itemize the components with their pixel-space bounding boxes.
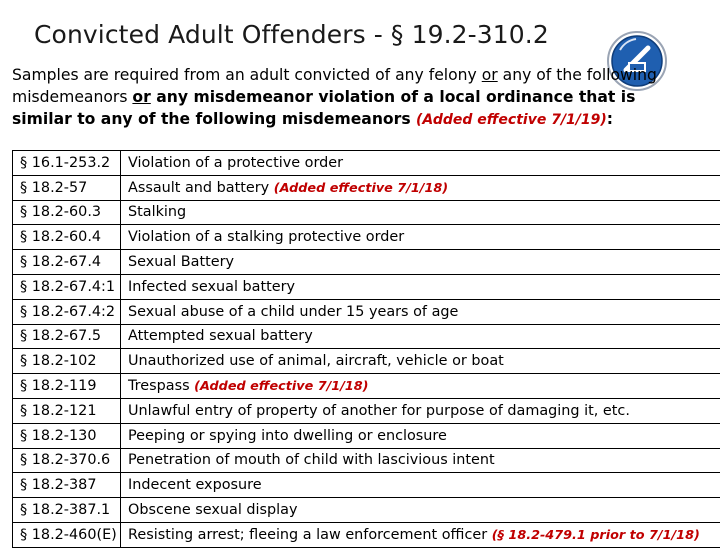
statute-code: § 18.2-57 [13, 175, 121, 200]
offense-description [121, 349, 720, 374]
intro-colon: : [607, 110, 613, 128]
offense-text: Infected sexual battery [128, 279, 295, 295]
statute-code: § 18.2-60.4 [13, 225, 121, 250]
offense-text: Indecent exposure [128, 477, 262, 493]
table-row [13, 175, 720, 200]
table-row [13, 299, 720, 324]
intro-text-1: Samples are required from an adult convicted of any felony [12, 66, 482, 84]
offense-description [121, 398, 720, 423]
table-row [13, 522, 720, 547]
offense-description [121, 324, 720, 349]
table-row [13, 349, 720, 374]
table-row [13, 398, 720, 423]
offense-text: Unlawful entry of property of another for purpose of damaging it, etc. [128, 403, 630, 419]
intro-text-2: any of the following misdemeanors [12, 66, 657, 106]
offense-text: Sexual Battery [128, 254, 234, 270]
statute-code: § 18.2-67.4 [13, 250, 121, 275]
offense-description [121, 498, 720, 523]
statute-code: § 18.2-460(E) [13, 522, 121, 547]
statute-code: § 18.2-387 [13, 473, 121, 498]
offense-text: Resisting arrest; fleeing a law enforcement officer [128, 527, 492, 543]
offense-text: Penetration of mouth of child with lascivious intent [128, 452, 495, 468]
table-row [13, 448, 720, 473]
intro-effective-note: (Added effective 7/1/19) [416, 112, 607, 128]
offense-text: Violation of a stalking protective order [128, 229, 404, 245]
misdemeanor-table [12, 150, 720, 548]
offense-description [121, 374, 720, 399]
offense-text: Assault and battery [128, 180, 274, 196]
statute-code: § 18.2-67.4:1 [13, 274, 121, 299]
offense-text: Peeping or spying into dwelling or enclosure [128, 428, 447, 444]
offense-text: Sexual abuse of a child under 15 years of age [128, 304, 458, 320]
offense-text: Obscene sexual display [128, 502, 298, 518]
offense-description [121, 473, 720, 498]
offense-note: (§ 18.2-479.1 prior to 7/1/18) [492, 528, 700, 543]
offense-text: Stalking [128, 204, 186, 220]
intro-or-1: or [482, 66, 498, 84]
offense-description [121, 448, 720, 473]
table-row [13, 200, 720, 225]
statute-code: § 18.2-130 [13, 423, 121, 448]
intro-paragraph [12, 64, 662, 131]
offense-description [121, 522, 720, 547]
offense-text: Trespass [128, 378, 194, 394]
offense-note: (Added effective 7/1/18) [274, 181, 448, 196]
table-row [13, 274, 720, 299]
statute-code: § 18.2-60.3 [13, 200, 121, 225]
offense-text: Attempted sexual battery [128, 328, 313, 344]
statute-code: § 18.2-387.1 [13, 498, 121, 523]
offense-description [121, 151, 720, 176]
table-row [13, 151, 720, 176]
offense-text: Violation of a protective order [128, 155, 343, 171]
statute-code: § 18.2-102 [13, 349, 121, 374]
statute-code: § 18.2-119 [13, 374, 121, 399]
statute-code: § 18.2-121 [13, 398, 121, 423]
table-row [13, 473, 720, 498]
intro-text-3: any misdemeanor violation of a local ordinance that is similar to any of the following misdemeanors [12, 88, 635, 128]
page-title: Convicted Adult Offenders - § 19.2-310.2 [34, 20, 549, 49]
offense-description [121, 299, 720, 324]
intro-or-2: or [132, 88, 150, 106]
offense-description [121, 175, 720, 200]
table-row [13, 498, 720, 523]
statute-code: § 18.2-67.5 [13, 324, 121, 349]
offense-description [121, 274, 720, 299]
table-row [13, 374, 720, 399]
offense-note: (Added effective 7/1/18) [194, 379, 368, 394]
offense-description [121, 423, 720, 448]
statute-code: § 16.1-253.2 [13, 151, 121, 176]
statute-code: § 18.2-67.4:2 [13, 299, 121, 324]
statute-code: § 18.2-370.6 [13, 448, 121, 473]
table-row [13, 423, 720, 448]
table-row [13, 250, 720, 275]
offense-description [121, 200, 720, 225]
offense-text: Unauthorized use of animal, aircraft, vehicle or boat [128, 353, 504, 369]
offense-description [121, 250, 720, 275]
table-row [13, 324, 720, 349]
offense-description [121, 225, 720, 250]
table-row [13, 225, 720, 250]
